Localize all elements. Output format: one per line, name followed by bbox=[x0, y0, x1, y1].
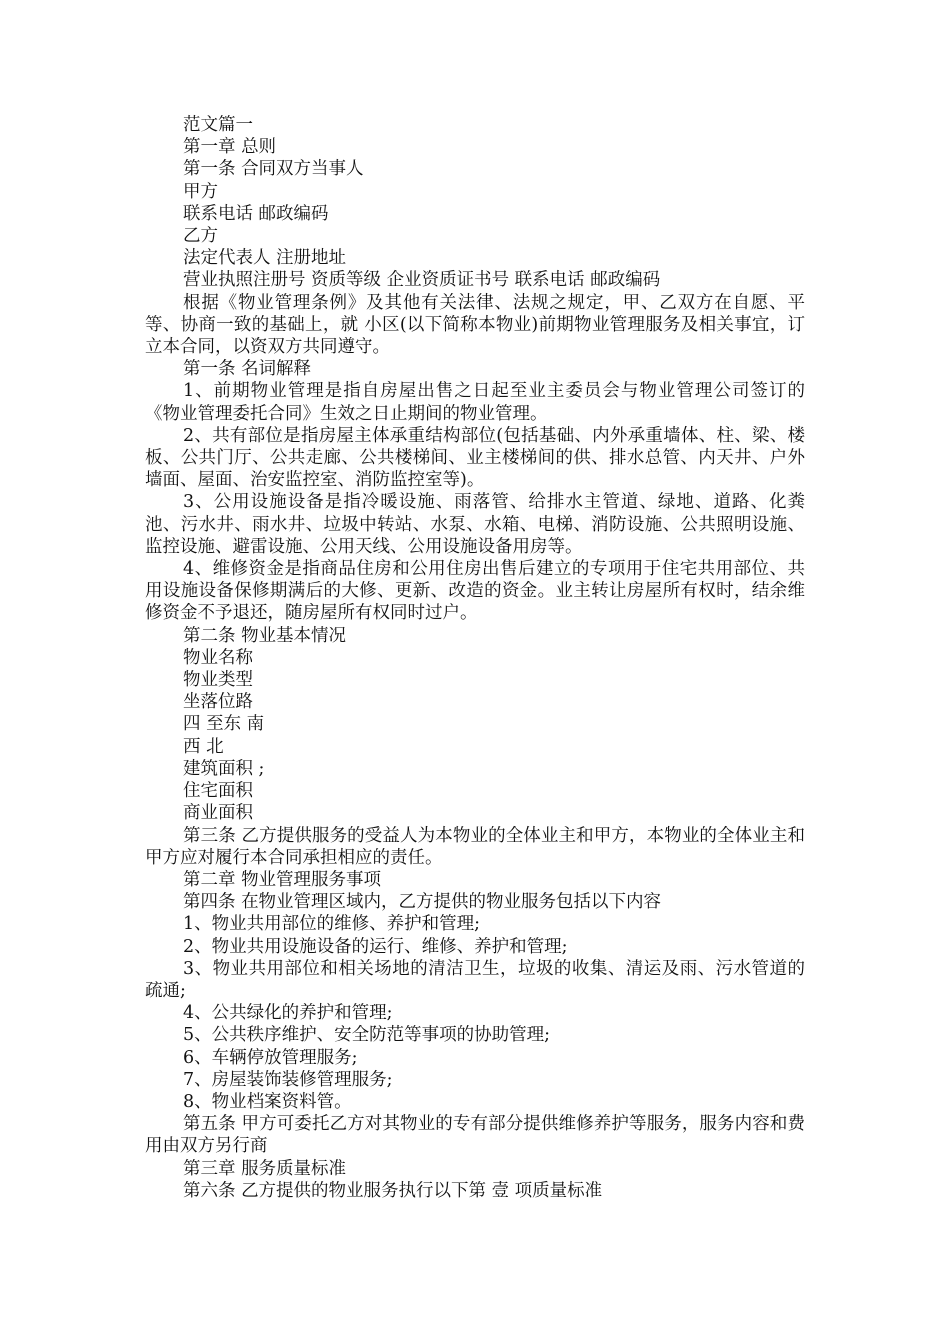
doc-line: 乙方 bbox=[183, 226, 218, 247]
doc-paragraph: 1、前期物业管理是指自房屋出售之日起至业主委员会与物业管理公司签订的《物业管理委托合同》生效之日止期间的物业管理。 bbox=[145, 381, 805, 424]
chapter-heading: 第三章 服务质量标准 bbox=[183, 1158, 347, 1179]
doc-paragraph: 2、共有部位是指房屋主体承重结构部位(包括基础、内外承重墙体、柱、梁、楼板、公共门厅、公共走廊、公共楼梯间、业主楼梯间的供、排水总管、内天井、户外墙面、屋面、治安监控室、消防监控室等)。 bbox=[145, 425, 805, 491]
doc-line: 建筑面积 ; bbox=[183, 758, 265, 779]
doc-paragraph: 4、维修资金是指商品住房和公用住房出售后建立的专项用于住宅共用部位、共用设施设备保修期满后的大修、更新、改造的资金。业主转让房屋所有权时，结余维修资金不予退还，随房屋所有权同时过户。 bbox=[145, 559, 805, 624]
document-body bbox=[145, 114, 805, 1202]
article-heading: 第二条 物业基本情况 bbox=[183, 625, 347, 646]
doc-line: 西 北 bbox=[183, 736, 224, 757]
list-item: 4、公共绿化的养护和管理; bbox=[183, 1003, 393, 1024]
list-item: 8、物业档案资料管。 bbox=[183, 1091, 352, 1112]
list-item: 5、公共秩序维护、安全防范等事项的协助管理; bbox=[183, 1025, 551, 1046]
list-item: 7、房屋装饰装修管理服务; bbox=[183, 1069, 393, 1090]
list-item: 2、物业共用设施设备的运行、维修、养护和管理; bbox=[183, 936, 568, 957]
chapter-heading: 第二章 物业管理服务事项 bbox=[183, 869, 382, 890]
doc-line: 法定代表人 注册地址 bbox=[183, 248, 347, 269]
list-item: 6、车辆停放管理服务; bbox=[183, 1047, 358, 1068]
doc-line: 坐落位路 bbox=[183, 692, 253, 713]
doc-line: 联系电话 邮政编码 bbox=[183, 203, 329, 224]
article-heading: 第一条 合同双方当事人 bbox=[183, 159, 364, 180]
article-heading: 第六条 乙方提供的物业服务执行以下第 壹 项质量标准 bbox=[183, 1180, 603, 1201]
doc-line: 范文篇一 bbox=[183, 115, 253, 135]
doc-line: 物业名称 bbox=[183, 647, 253, 668]
doc-line: 商业面积 bbox=[183, 803, 253, 824]
doc-paragraph: 第五条 甲方可委托乙方对其物业的专有部分提供维修养护等服务，服务内容和费用由双方另行商 bbox=[145, 1114, 805, 1157]
doc-paragraph: 3、公用设施设备是指冷暖设施、雨落管、给排水主管道、绿地、道路、化粪池、污水井、雨水井、垃圾中转站、水泵、水箱、电梯、消防设施、公共照明设施、监控设施、避雷设施、公用天线、公用设施设备用房等。 bbox=[145, 492, 805, 557]
doc-line: 物业类型 bbox=[183, 670, 253, 691]
article-heading: 第四条 在物业管理区域内，乙方提供的物业服务包括以下内容 bbox=[183, 892, 662, 913]
doc-paragraph: 3、物业共用部位和相关场地的清洁卫生，垃圾的收集、清运及雨、污水管道的疏通; bbox=[145, 958, 805, 1001]
doc-line: 营业执照注册号 资质等级 企业资质证书号 联系电话 邮政编码 bbox=[183, 270, 661, 291]
doc-line: 四 至东 南 bbox=[183, 714, 265, 735]
doc-paragraph: 根据《物业管理条例》及其他有关法律、法规之规定，甲、乙双方在自愿、平等、协商一致的基础上，就 小区(以下简称本物业)前期物业管理服务及相关事宜，订立本合同，以资双方共同遵守。 bbox=[145, 292, 805, 358]
doc-paragraph: 第三条 乙方提供服务的受益人为本物业的全体业主和甲方，本物业的全体业主和甲方应对履行本合同承担相应的责任。 bbox=[145, 825, 805, 868]
chapter-heading: 第一章 总则 bbox=[183, 137, 277, 158]
article-heading: 第一条 名词解释 bbox=[183, 359, 312, 380]
list-item: 1、物业共用部位的维修、养护和管理; bbox=[183, 914, 481, 935]
doc-line: 住宅面积 bbox=[183, 781, 253, 802]
doc-line: 甲方 bbox=[183, 181, 218, 202]
